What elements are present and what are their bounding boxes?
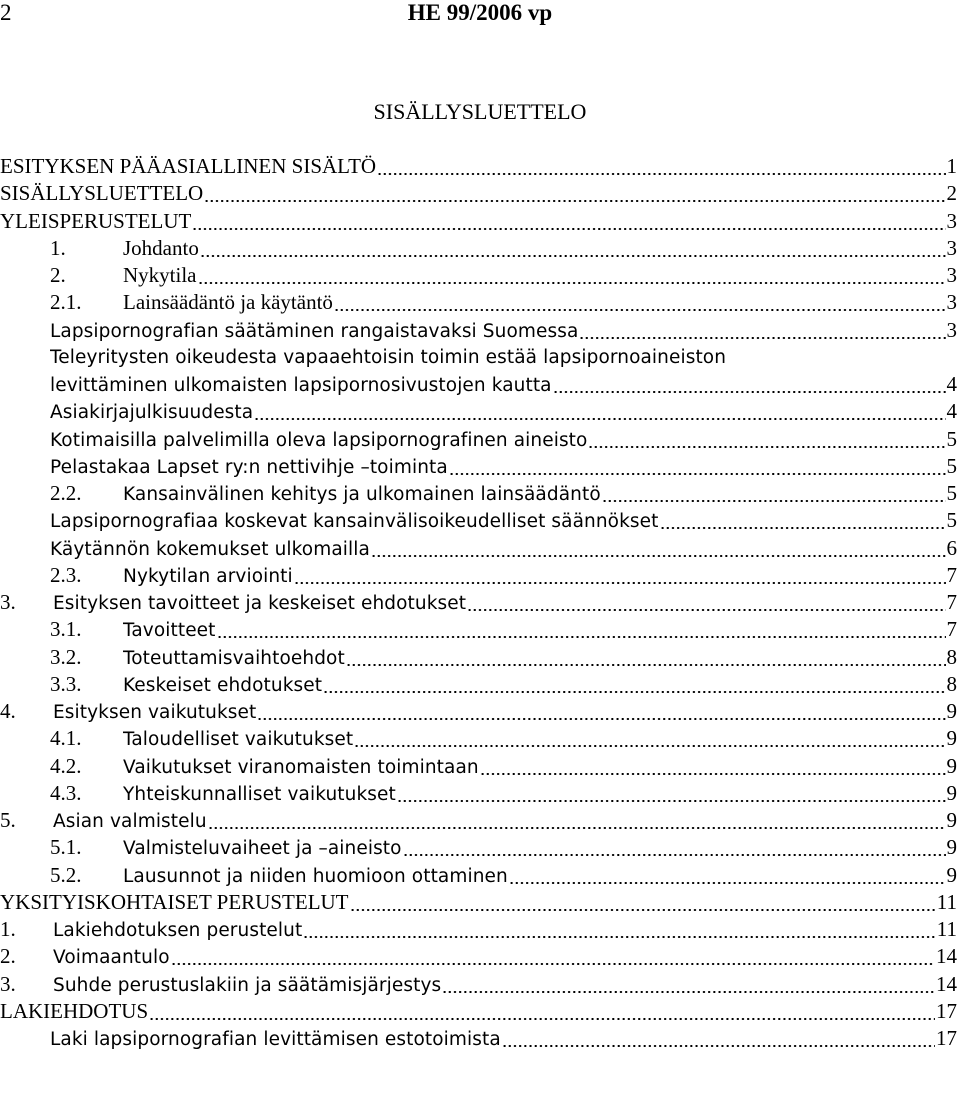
toc-entry-title: Lakiehdotuksen perustelut [53, 920, 303, 941]
dot-leader [480, 753, 946, 780]
toc-entry-number: 3.1. [50, 617, 82, 642]
dot-leader [354, 725, 945, 752]
dot-leader [254, 398, 945, 425]
dot-leader [294, 562, 946, 589]
toc-entry[interactable] [0, 644, 957, 671]
dot-leader [509, 862, 946, 889]
toc-entry[interactable] [0, 453, 957, 480]
toc-entry[interactable] [0, 671, 957, 698]
dot-leader [204, 180, 945, 207]
dot-leader [257, 698, 945, 725]
dot-leader [449, 453, 946, 480]
toc-entry-page: 9 [946, 808, 957, 832]
dot-leader [346, 644, 946, 671]
toc-entry-page: 14 [936, 944, 957, 969]
dot-leader [323, 671, 945, 698]
toc-entry-title: Yhteiskunnalliset vaikutukset [123, 783, 396, 805]
toc-entry[interactable] [0, 398, 957, 425]
toc-entry[interactable] [0, 1025, 957, 1052]
toc-entry-number: 5.2. [50, 862, 82, 887]
toc-entry-title: levittäminen ulkomaisten lapsipornosivustojen kautta [50, 375, 552, 396]
toc-entry-page: 17 [936, 1026, 957, 1050]
toc-entry[interactable] [0, 998, 957, 1025]
toc-entry[interactable] [0, 834, 957, 861]
toc-entry-page: 14 [936, 971, 957, 996]
toc-entry-number: 2. [50, 263, 66, 287]
dot-leader [403, 834, 946, 861]
toc-entry-number: 3.2. [50, 644, 82, 669]
toc-entry-number: 4.3. [50, 780, 82, 805]
toc-entry-number: 5. [0, 808, 16, 832]
dot-leader [442, 971, 935, 998]
toc-entry-page: 1 [946, 154, 957, 178]
toc-entry-title: Nykytilan arviointi [123, 565, 293, 587]
toc-entry-title: Vaikutukset viranomaisten toimintaan [123, 756, 479, 778]
toc-entry[interactable] [0, 753, 957, 780]
toc-entry[interactable] [0, 317, 957, 344]
toc-entry[interactable] [0, 262, 957, 289]
toc-entry-number: 3.3. [50, 671, 82, 696]
table-of-contents [0, 153, 957, 1052]
toc-entry[interactable] [0, 153, 957, 180]
dot-leader [660, 507, 946, 534]
toc-entry-page: 3 [946, 317, 957, 342]
dot-leader [579, 317, 945, 344]
toc-entry-title: Esityksen vaikutukset [53, 702, 257, 723]
dot-leader [208, 807, 946, 834]
toc-entry-page: 4 [946, 372, 957, 396]
toc-entry-page: 7 [946, 562, 957, 587]
toc-entry[interactable] [0, 426, 957, 453]
dot-leader [377, 153, 945, 180]
toc-entry-title: SISÄLLYSLUETTELO [0, 181, 204, 206]
toc-entry[interactable] [0, 971, 957, 998]
dot-leader [192, 208, 945, 235]
toc-entry[interactable] [0, 616, 957, 643]
toc-entry-title: Nykytila [123, 263, 197, 287]
dot-leader [502, 1025, 935, 1052]
toc-entry[interactable] [0, 507, 957, 534]
toc-entry-page: 5 [946, 508, 957, 533]
toc-entry-title: Taloudelliset vaikutukset [123, 729, 354, 751]
toc-entry-title: Valmisteluvaiheet ja –aineisto [123, 838, 402, 860]
toc-entry-number: 3. [0, 971, 16, 996]
toc-entry[interactable] [0, 480, 957, 507]
toc-entry[interactable] [0, 916, 957, 943]
toc-entry[interactable] [0, 344, 957, 371]
dot-leader [217, 616, 946, 643]
toc-entry-page: 9 [946, 862, 957, 887]
toc-entry-page: 3 [946, 208, 957, 233]
toc-entry-title: YLEISPERUSTELUT [0, 208, 192, 233]
toc-entry[interactable] [0, 371, 957, 398]
toc-entry-number: 4.1. [50, 726, 82, 751]
toc-entry[interactable] [0, 289, 957, 316]
toc-entry-title: ESITYKSEN PÄÄASIALLINEN SISÄLTÖ [0, 154, 377, 178]
toc-entry-page: 11 [936, 889, 957, 914]
dot-leader [200, 235, 946, 262]
toc-entry-number: 2. [0, 944, 16, 969]
toc-entry-number: 5.1. [50, 835, 82, 860]
toc-entry-page: 9 [946, 726, 957, 751]
dot-leader [303, 916, 935, 943]
dot-leader [350, 889, 936, 916]
toc-entry-number: 4. [0, 699, 16, 723]
toc-entry-page: 7 [946, 590, 957, 614]
toc-entry[interactable] [0, 208, 957, 235]
dot-leader [149, 998, 935, 1025]
dot-leader [198, 262, 946, 289]
toc-entry-title: LAKIEHDOTUS [0, 998, 149, 1023]
toc-entry-page: 3 [946, 235, 957, 260]
toc-entry-title: Lapsipornografiaa koskevat kansainvälisoikeudelliset säännökset [50, 511, 659, 533]
toc-entry-page: 3 [946, 263, 957, 287]
toc-entry-page: 9 [946, 753, 957, 778]
toc-entry[interactable] [0, 562, 957, 589]
toc-entry-page: 8 [946, 671, 957, 696]
toc-entry[interactable] [0, 780, 957, 807]
toc-entry-title: Johdanto [123, 235, 199, 260]
toc-entry-page: 9 [946, 780, 957, 805]
dot-leader [553, 371, 946, 398]
toc-entry-title: Tavoitteet [123, 620, 216, 642]
toc-entry-title: Pelastakaa Lapset ry:n nettivihje –toiminta [50, 456, 448, 478]
toc-entry-number: 4.2. [50, 753, 82, 778]
toc-entry-page: 9 [946, 699, 957, 723]
toc-entry-title: Käytännön kokemukset ulkomailla [50, 538, 370, 560]
toc-entry-page: 7 [946, 617, 957, 642]
toc-entry-title: Keskeiset ehdotukset [123, 674, 323, 696]
page-number: 2 [0, 0, 12, 25]
toc-entry[interactable] [0, 589, 957, 616]
toc-entry[interactable] [0, 698, 957, 725]
dot-leader [602, 480, 946, 507]
toc-entry[interactable] [0, 535, 957, 562]
toc-entry-number: 2.1. [50, 290, 82, 315]
toc-entry-page: 9 [946, 835, 957, 860]
toc-entry-page: 8 [946, 644, 957, 669]
toc-entry-page: 11 [936, 917, 957, 941]
toc-entry-title: Lainsäädäntö ja käytäntö [123, 290, 333, 315]
toc-entry[interactable] [0, 889, 957, 916]
toc-entry-page: 17 [936, 998, 957, 1023]
toc-entry-title: Toteuttamisvaihtoehdot [123, 647, 345, 669]
toc-entry[interactable] [0, 725, 957, 752]
running-header: HE 99/2006 vp [407, 0, 553, 25]
dot-leader [371, 535, 946, 562]
toc-title: SISÄLLYSLUETTELO [373, 99, 587, 124]
toc-entry-title: Voimaantulo [53, 947, 170, 969]
dot-leader [588, 426, 945, 453]
toc-entry-title: Lausunnot ja niiden huomioon ottaminen [123, 865, 508, 887]
toc-entry[interactable] [0, 180, 957, 207]
dot-leader [467, 589, 945, 616]
toc-entry-page: 2 [946, 181, 957, 206]
toc-entry[interactable] [0, 943, 957, 970]
toc-entry-page: 5 [946, 453, 957, 478]
toc-entry-number: 2.2. [50, 481, 82, 505]
toc-entry-title: Kotimaisilla palvelimilla oleva lapsipornografinen aineisto [50, 429, 588, 451]
toc-entry-title: Laki lapsipornografian levittämisen estotoimista [50, 1029, 501, 1050]
toc-entry-number: 1. [50, 235, 66, 260]
toc-entry-title: YKSITYISKOHTAISET PERUSTELUT [0, 889, 349, 914]
toc-entry-title: Kansainvälinen kehitys ja ulkomainen lainsäädäntö [123, 484, 601, 505]
toc-entry[interactable] [0, 807, 957, 834]
toc-entry-title: Esityksen tavoitteet ja keskeiset ehdotukset [53, 593, 467, 614]
toc-entry[interactable] [0, 862, 957, 889]
toc-entry-page: 6 [946, 535, 957, 560]
toc-entry-title: Lapsipornografian säätäminen rangaistavaksi Suomessa [50, 320, 579, 342]
toc-entry-page: 3 [946, 290, 957, 315]
toc-entry-page: 5 [946, 426, 957, 451]
toc-entry-number: 2.3. [50, 562, 82, 587]
toc-entry-page: 5 [946, 481, 957, 505]
dot-leader [171, 943, 935, 970]
toc-entry[interactable] [0, 235, 957, 262]
toc-entry-number: 1. [0, 917, 16, 941]
toc-entry-page: 4 [946, 399, 957, 424]
toc-entry-title: Asiakirjajulkisuudesta [50, 402, 254, 424]
toc-entry-title: Teleyritysten oikeudesta vapaaehtoisin toimin estää lapsipornoaineiston [50, 346, 727, 368]
toc-entry-number: 3. [0, 590, 16, 614]
dot-leader [334, 289, 946, 316]
toc-entry-title: Asian valmistelu [53, 811, 207, 832]
toc-entry-title: Suhde perustuslakiin ja säätämisjärjestys [53, 974, 442, 996]
dot-leader [397, 780, 946, 807]
